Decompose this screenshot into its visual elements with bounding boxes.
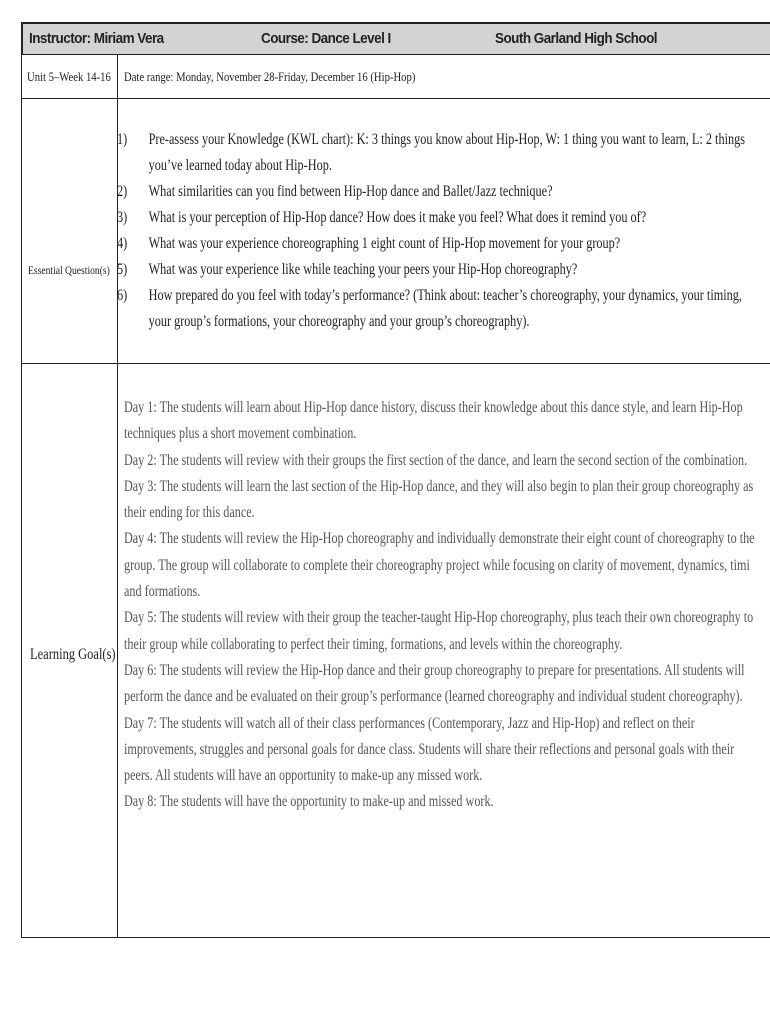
date-range: Date range: Monday, November 28-Friday, December 16 (Hip-Hop) [124,69,416,84]
unit-label-cell [22,55,118,98]
list-item: 5) What was your experience like while teaching your peers your Hip-Hop choreography? [117,261,578,278]
goal-line: Day 4: The students will review the Hip-Hop choreography and individually demonstrate their eight count of choreography to the [124,530,755,548]
list-item: 6) How prepared do you feel with today’s performance? (Think about: teacher’s choreography, your dynamics, your timing, your group’s formations, your choreography and your group’s choreography). [117,287,742,330]
list-item: 1) Pre-assess your Knowledge (KWL chart): K: 3 things you know about Hip-Hop, W: 1 thing you want to learn, L: 2 things you’ve learned today about Hip-Hop. [117,131,746,174]
header-row [21,22,770,55]
goal-line: Day 3: The students will learn the last section of the Hip-Hop dance, and they will also begin to plan their group choreography as [124,477,754,495]
learning-goals-label-cell [22,364,118,938]
school-name: South Garland High School [495,30,658,47]
goal-line: their group while collaborating to perfect their timing, formations, and levels within the choreography. [124,635,623,653]
goal-line: Day 1: The students will learn about Hip-Hop dance history, discuss their knowledge about this dance style, and learn Hip-Hop [124,399,743,416]
goal-line: Day 6: The students will review the Hip-Hop dance and their group choreography to prepare for presentations. All students will [124,661,745,679]
goal-line: peers. All students will have an opportunity to make-up any missed work. [124,767,483,785]
goal-line: and formations. [124,583,201,601]
course-name: Course: Dance Level I [261,30,391,47]
learning-goals-label: Learning Goal(s) [30,646,116,663]
goal-line: Day 8: The students will have the opportunity to make-up and missed work. [124,793,494,811]
essential-questions-label-cell [22,98,118,363]
unit-label: Unit 5–Week 14-16 [27,69,111,84]
list-item: 3) What is your perception of Hip-Hop dance? How does it make you feel? What does it remind you of? [117,209,647,226]
goal-line: their ending for this dance. [124,504,255,522]
goal-line: improvements, struggles and personal goals for dance class. Students will share their reflections and personal goals with their [124,740,735,758]
instructor-name: Instructor: Miriam Vera [29,30,164,47]
essential-questions-label: Essential Question(s) [28,263,110,277]
row-divider [22,98,770,99]
goal-line: perform the dance and be evaluated on their group’s performance (learned choreography and individual student choreography). [124,688,743,706]
essential-questions-list [117,127,770,335]
list-item: 2) What similarities can you find between Hip-Hop dance and Ballet/Jazz technique? [117,183,553,200]
row-divider [22,937,770,938]
goal-line: techniques plus a short movement combination. [124,425,357,443]
goal-line: Day 7: The students will watch all of their class performances (Contemporary, Jazz and Hip-Hop) and reflect on their [124,714,695,732]
learning-goals-text [124,395,770,816]
goal-line: Day 5: The students will review with their group the teacher-taught Hip-Hop choreography, plus teach their own choreography to [124,609,754,627]
goal-line: group. The group will collaborate to complete their choreography project while focusing on clarity of movement, dynamics, timi [124,556,750,574]
row-divider [22,363,770,364]
list-item: 4) What was your experience choreographing 1 eight count of Hip-Hop movement for your group? [117,235,621,252]
goal-line: Day 2: The students will review with their groups the first section of the dance, and learn the second section of the combination. [124,451,748,469]
